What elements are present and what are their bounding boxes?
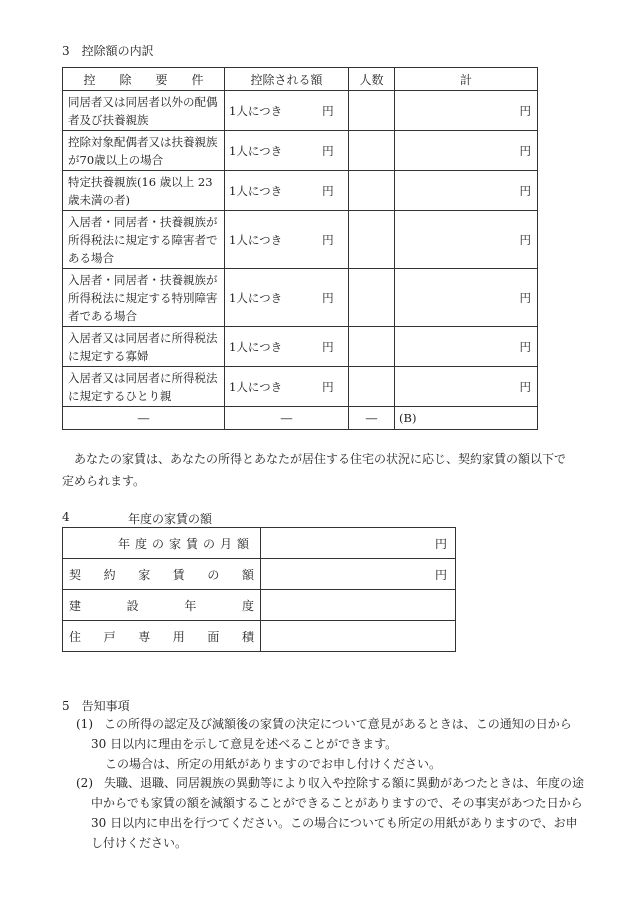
header-requirement: 控 除 要 件 <box>63 68 225 91</box>
count-cell <box>349 91 395 131</box>
monthly-rent-value: 円 <box>261 528 456 559</box>
count-cell <box>349 327 395 367</box>
total-cell: 円 <box>395 211 538 269</box>
table-row <box>63 269 538 327</box>
per-person-cell: 1人につき 円 <box>225 91 349 131</box>
table-row <box>63 91 538 131</box>
table-row <box>63 621 456 652</box>
requirement-cell: 特定扶養親族(16 歳以上 23 歳未満の者) <box>63 171 225 211</box>
table-row <box>63 211 538 269</box>
count-cell <box>349 269 395 327</box>
final-dash-amount: ― <box>225 407 349 430</box>
requirement-cell: 入居者又は同居者に所得税法に規定する寡婦 <box>63 327 225 367</box>
requirement-cell: 入居者・同居者・扶養親族が所得税法に規定する特別障害者である場合 <box>63 269 225 327</box>
per-person-cell: 1人につき 円 <box>225 211 349 269</box>
notice-item2-line1: 失職、退職、同居親族の異動等により収入や控除する額に異動があつたときは、年度の途 <box>104 776 585 790</box>
table-header-row <box>63 68 538 91</box>
contract-rent-label: 契約家賃の額 <box>63 559 261 590</box>
construction-year-value <box>261 590 456 621</box>
section5-heading: 5 告知事項 <box>62 699 130 713</box>
per-person-cell: 1人につき 円 <box>225 367 349 407</box>
rent-note-paragraph: あなたの家賃は、あなたの所得とあなたが居住する住宅の状況に応じ、契約家賃の額以下で定められます。 <box>62 452 567 488</box>
table-row <box>63 131 538 171</box>
contract-rent-value: 円 <box>261 559 456 590</box>
per-person-cell: 1人につき 円 <box>225 171 349 211</box>
table-row <box>63 171 538 211</box>
table-row <box>63 559 456 590</box>
total-b-cell: (B) <box>395 407 538 430</box>
total-cell: 円 <box>395 171 538 211</box>
final-dash-count: ― <box>349 407 395 430</box>
section3-heading: 3 控除額の内訳 <box>62 44 154 58</box>
per-person-cell: 1人につき 円 <box>225 131 349 171</box>
count-cell <box>349 211 395 269</box>
table-row <box>63 590 456 621</box>
header-total: 計 <box>395 68 538 91</box>
monthly-rent-label: 年度の家賃の月額 <box>63 528 261 559</box>
rent-amount-table <box>62 527 456 652</box>
notice-item2-line4: し付けください。 <box>91 836 188 850</box>
per-person-cell: 1人につき 円 <box>225 269 349 327</box>
table-row <box>63 367 538 407</box>
notice-item1-number: (1) <box>76 717 93 731</box>
header-deduction-amount: 控除される額 <box>225 68 349 91</box>
table-row <box>63 327 538 367</box>
table-final-row <box>63 407 538 430</box>
requirement-cell: 控除対象配偶者又は扶養親族が70歳以上の場合 <box>63 131 225 171</box>
floor-area-value <box>261 621 456 652</box>
count-cell <box>349 171 395 211</box>
total-cell: 円 <box>395 91 538 131</box>
per-person-cell: 1人につき 円 <box>225 327 349 367</box>
header-count: 人数 <box>349 68 395 91</box>
notice-item2-line2: 中からでも家賃の額を減額することができることがありますので、その事実があつた日から <box>91 796 583 810</box>
requirement-cell: 入居者又は同居者に所得税法に規定するひとり親 <box>63 367 225 407</box>
notice-item2-line3: 30 日以内に申出を行つてください。この場合についても所定の用紙がありますので、お申 <box>91 816 578 830</box>
count-cell <box>349 367 395 407</box>
notice-item1-line2: 30 日以内に理由を示して意見を述べることができます。 <box>91 737 398 751</box>
total-cell: 円 <box>395 131 538 171</box>
notice-item2-number: (2) <box>76 776 93 790</box>
count-cell <box>349 131 395 171</box>
total-cell: 円 <box>395 327 538 367</box>
section4-heading-number: 4 <box>62 510 70 524</box>
requirement-cell: 入居者・同居者・扶養親族が所得税法に規定する障害者である場合 <box>63 211 225 269</box>
requirement-cell: 同居者又は同居者以外の配偶者及び扶養親族 <box>63 91 225 131</box>
notice-item1-line3: この場合は、所定の用紙がありますのでお申し付けください。 <box>105 757 442 771</box>
total-cell: 円 <box>395 269 538 327</box>
table-row <box>63 528 456 559</box>
total-cell: 円 <box>395 367 538 407</box>
final-dash-requirement: ― <box>63 407 225 430</box>
notice-item1-line1: この所得の認定及び減額後の家賃の決定について意見があるときは、この通知の日から <box>104 717 572 731</box>
construction-year-label: 建設年度 <box>63 590 261 621</box>
deduction-breakdown-table <box>62 67 538 430</box>
section4-heading: 年度の家賃の額 <box>128 512 213 526</box>
floor-area-label: 住戸専用面積 <box>63 621 261 652</box>
